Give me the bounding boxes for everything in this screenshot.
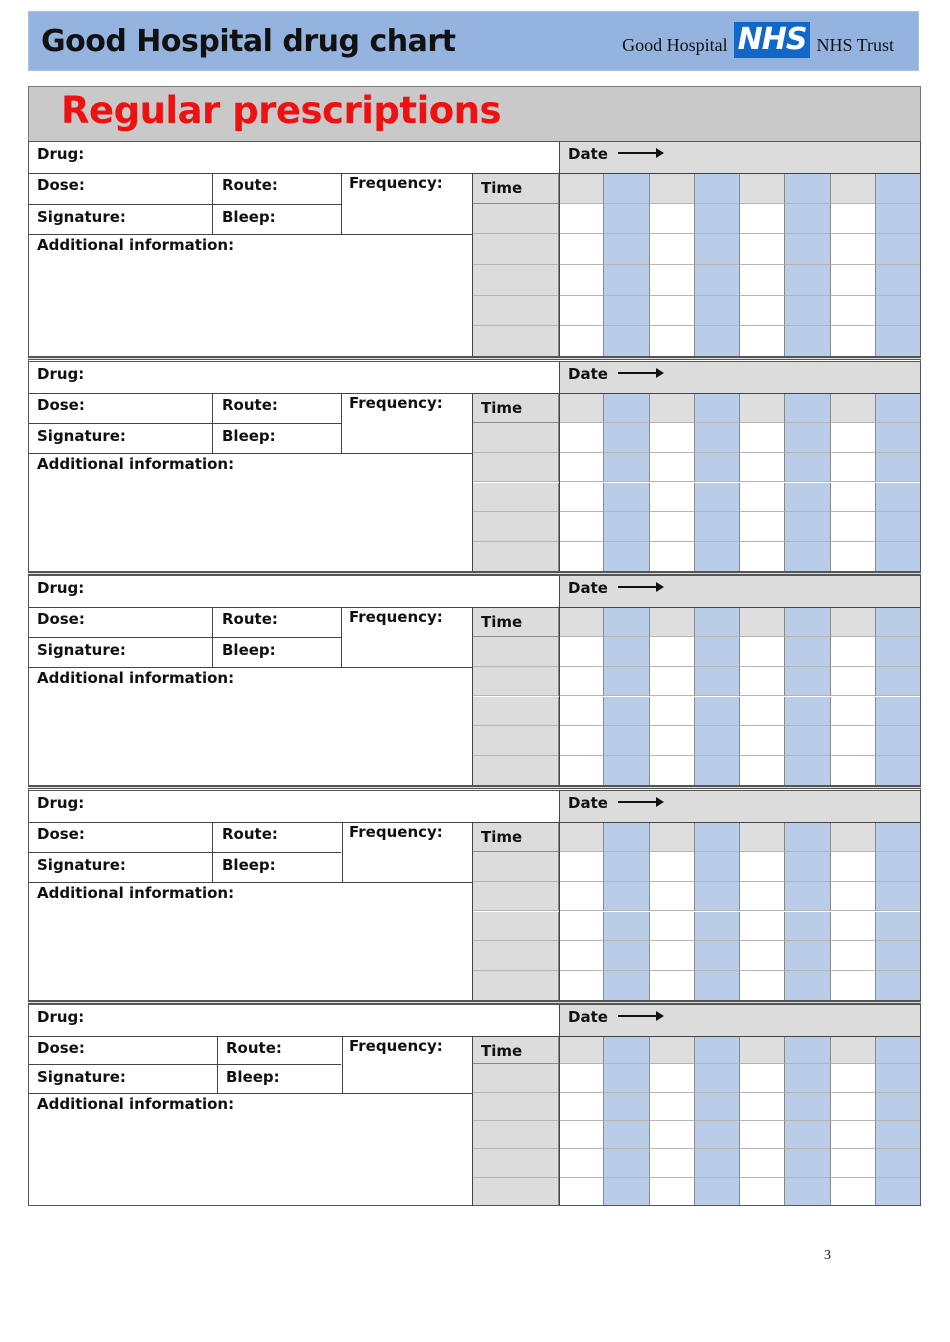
section-header: [29, 87, 920, 142]
time-label: Time: [481, 828, 523, 846]
frequency-label: Frequency:: [349, 1037, 443, 1055]
trust-name-suffix: NHS Trust: [816, 35, 894, 55]
block-border: [28, 141, 921, 357]
date-text: Date: [568, 145, 608, 163]
block-border: [28, 790, 921, 1001]
nhs-logo: NHS: [734, 22, 811, 58]
dose-label: Dose:: [37, 176, 85, 194]
bleep-label: Bleep:: [226, 1068, 280, 1087]
additional-info-label: Additional information:: [37, 668, 235, 687]
frequency-label: Frequency:: [349, 394, 443, 412]
dose-label: Dose:: [37, 825, 85, 843]
frequency-label: Frequency:: [349, 823, 443, 841]
drug-label: Drug:: [37, 1008, 85, 1026]
dose-label: Dose:: [37, 1039, 85, 1057]
signature-label: Signature:: [37, 426, 126, 445]
prescription-block: [28, 141, 921, 357]
drug-label: Drug:: [37, 794, 85, 812]
bleep-label: Bleep:: [222, 426, 276, 445]
signature-label: Signature:: [37, 1068, 126, 1087]
additional-info-label: Additional information:: [37, 1094, 235, 1113]
date-text: Date: [568, 794, 608, 812]
trust-name: [622, 22, 894, 60]
prescription-block: [28, 361, 921, 572]
block-border: [28, 575, 921, 786]
dose-label: Dose:: [37, 610, 85, 628]
bleep-label: Bleep:: [222, 640, 276, 659]
time-label: Time: [481, 399, 523, 417]
signature-label: Signature:: [37, 855, 126, 874]
frequency-label: Frequency:: [349, 608, 443, 626]
bleep-label: Bleep:: [222, 207, 276, 226]
prescription-block: [28, 790, 921, 1001]
time-label: Time: [481, 613, 523, 631]
block-separator: [28, 786, 921, 789]
route-label: Route:: [222, 396, 278, 414]
drug-label: Drug:: [37, 579, 85, 597]
additional-info-label: Additional information:: [37, 454, 235, 473]
trust-name-prefix: Good Hospital: [622, 35, 728, 55]
drug-label: Drug:: [37, 145, 85, 163]
route-label: Route:: [222, 176, 278, 194]
route-label: Route:: [222, 825, 278, 843]
page-number: 3: [824, 1248, 831, 1263]
block-border: [28, 1004, 921, 1206]
frequency-label: Frequency:: [349, 174, 443, 192]
additional-info-label: Additional information:: [37, 883, 235, 902]
block-border: [28, 361, 921, 572]
chart-title: Good Hospital drug chart: [41, 24, 456, 59]
additional-info-label: Additional information:: [37, 236, 235, 255]
prescription-block: [28, 575, 921, 786]
time-label: Time: [481, 1042, 523, 1060]
date-text: Date: [568, 579, 608, 597]
block-separator: [28, 357, 921, 360]
route-label: Route:: [226, 1039, 282, 1057]
prescription-block: [28, 1004, 921, 1206]
drug-label: Drug:: [37, 365, 85, 383]
section-title: Regular prescriptions: [61, 89, 502, 132]
header-banner: [28, 11, 919, 71]
signature-label: Signature:: [37, 207, 126, 226]
bleep-label: Bleep:: [222, 855, 276, 874]
date-text: Date: [568, 1008, 608, 1026]
route-label: Route:: [222, 610, 278, 628]
time-label: Time: [481, 179, 523, 197]
dose-label: Dose:: [37, 396, 85, 414]
signature-label: Signature:: [37, 640, 126, 659]
date-text: Date: [568, 365, 608, 383]
